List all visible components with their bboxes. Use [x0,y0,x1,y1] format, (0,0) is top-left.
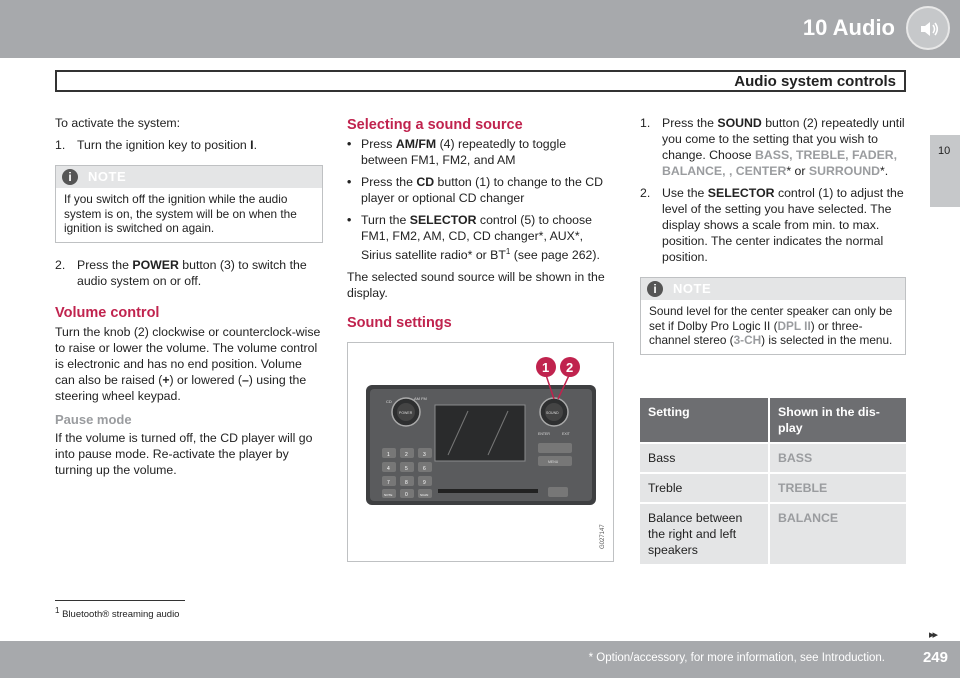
step-text-part: button (3) to switch the audio system on or off. [77,257,307,288]
cd-button-label: CD [386,399,392,404]
text-part: Use the [662,186,708,200]
surround-label: SURROUND [808,164,880,178]
step-text [662,185,906,265]
power-label: POWER [132,257,179,272]
note-box [640,277,906,355]
note-box [55,165,323,243]
plus-sign: + [162,372,170,387]
column-1 [55,115,323,484]
bullet-mark: • [347,175,352,189]
info-icon: i [62,169,78,185]
table-header-row [640,398,906,442]
header-bar [0,0,960,58]
radio-panel-figure [347,342,614,562]
note-header [641,278,905,300]
step-1 [640,115,906,179]
note-key-label: NOTE [384,493,393,497]
sound-settings-heading: Sound settings [347,315,452,332]
bullet-mark: • [347,213,352,227]
source-note: The selected sound source will be shown in the display. [347,270,605,301]
key-9: 9 [423,480,426,486]
settings-list: BASS, TREBLE, FADER, BALANCE, , CENTER [662,148,898,178]
text-part: button (1) to change to the CD player or optional CD changer [361,175,603,205]
column-header-shown: Shown in the dis-play [768,398,906,442]
note-text: If you switch off the ignition while the audio system is on, the system will be on when the ignition is switched on again. [64,192,297,235]
note-label: NOTE [88,169,127,184]
step-text-part: Press the [77,257,133,272]
note-label: NOTE [673,281,712,296]
key-1: 1 [387,452,390,458]
speaker-icon [906,6,950,50]
column-3 [640,115,906,369]
pause-text: If the volume is turned off, the CD player will go into pause mode. Re-activate the player by turning up the volume. [55,430,313,477]
step-text-end: . [253,138,258,152]
text-part: ) or three-channel stereo ( [649,318,863,347]
pause-heading: Pause mode [55,411,132,427]
note-text [641,300,905,354]
text-part: Press the [361,175,417,189]
section-title: Audio system controls [734,73,896,90]
side-tab-label: 10 [938,145,951,157]
display-cell: BALANCE [768,502,906,564]
ignition-position: I [250,138,254,152]
callout-1: 1 [542,360,550,375]
amfm-label: AM/FM [395,137,437,151]
text-part: button (2) repeatedly until you come to the setting that you wish to change. Choose [662,116,905,162]
figure-code: G027147 [600,524,606,549]
section-header-box [55,70,906,92]
text-part: ) using the steering wheel keypad. [55,372,307,403]
setting-cell: Balance between the right and left speakers [640,502,768,564]
setting-cell: Treble [640,472,768,502]
text-part: ) or lowered ( [169,372,242,387]
settings-table [640,398,906,564]
info-icon: i [647,281,663,297]
bullet-text [361,212,615,263]
footer-bar [0,641,960,678]
text-part: * or [786,164,809,178]
key-3: 3 [423,452,426,458]
bullet-text [361,136,615,168]
note-header [56,166,322,188]
text-part: Turn the knob (2) clockwise or counterclock-wise to raise or lower the volume. The volume control is electronic and has no end position. Volume can also be raised ( [55,324,321,387]
setting-cell: Bass [640,442,768,472]
sound-knob-label: SOUND [546,411,559,415]
table-row [640,442,906,472]
exit-label: EXIT [562,432,570,436]
menu-label: MENU [548,460,559,464]
footnote [55,606,179,620]
display-cell: TREBLE [768,472,906,502]
bullet-mark: • [347,137,352,151]
cd-label: CD [416,175,435,189]
callout-2: 2 [566,360,574,375]
text-part: Press the [662,116,718,130]
minus-sign: – [241,372,249,387]
bullet-item [347,212,615,263]
power-knob-label: POWER [399,411,413,415]
amfm-button-label: AM FM [414,396,427,401]
option-note: * Option/accessory, for more information, see Introduction. [588,652,885,664]
step-number: 2. [640,186,651,200]
key-4: 4 [387,466,390,472]
column-2 [347,115,615,334]
volume-text [55,324,323,404]
text-part: (see page 262). [510,248,600,263]
intro-text: To activate the system: [55,116,181,130]
footnote-number: 1 [55,606,60,615]
step-number: 2. [55,257,66,272]
text-part: (4) repeatedly to toggle between FM1, FM2, and AM [361,137,567,167]
step-number: 1. [55,138,66,152]
selector-label: SELECTOR [409,213,477,227]
radio-panel-illustration [348,343,613,561]
source-heading: Selecting a sound source [347,117,523,133]
step-text [77,257,323,289]
text-part: ) is selected in the menu. [761,333,893,347]
bullet-item [347,174,615,206]
footnote-text: Bluetooth® streaming audio [62,609,180,621]
volume-heading: Volume control [55,304,160,321]
key-6: 6 [423,466,426,472]
key-5: 5 [405,466,408,472]
key-8: 8 [405,480,408,486]
step-2 [55,257,323,289]
chapter-side-tab [930,135,960,207]
table-row [640,502,906,564]
step-number: 1. [640,116,651,130]
footnote-ref: 1 [505,247,511,256]
dpl-label: DPL II [777,318,811,333]
step-text-part: Turn the ignition key to position [77,138,251,152]
sound-label: SOUND [717,116,762,130]
step-text [662,115,906,179]
text-part: Sound level for the center speaker can only be set if Dolby Pro Logic II ( [649,304,893,333]
text-part: control (1) to adjust the level of the setting you have selected. The display shows a scale from min. to max. position. The center indicates the normal position. [662,186,904,264]
text-part: Press [361,137,396,151]
footnote-divider [55,600,185,601]
display-cell: BASS [768,442,906,472]
column-header-setting: Setting [640,398,768,442]
step-text [77,137,257,153]
table-row [640,472,906,502]
chapter-title: 10 Audio [802,15,895,40]
text-part: Turn the [361,213,410,227]
three-ch-label: 3-CH [733,333,762,347]
enter-label: ENTER [538,432,550,436]
key-0: 0 [405,492,408,498]
text-part: *. [879,164,889,178]
scan-key-label: SCAN [420,493,429,497]
page-number: 249 [922,649,948,666]
key-2: 2 [405,452,408,458]
bullet-text [361,174,615,206]
step-2 [640,185,906,265]
selector-label: SELECTOR [707,186,775,200]
bullet-item [347,136,615,168]
step-1 [55,137,323,153]
key-7: 7 [387,480,390,486]
text-part: control (5) to choose FM1, FM2, AM, CD, CD changer*, AUX*, Sirius satellite radio* or BT [361,213,593,263]
continue-arrows-icon: ▸▸ [928,629,936,641]
